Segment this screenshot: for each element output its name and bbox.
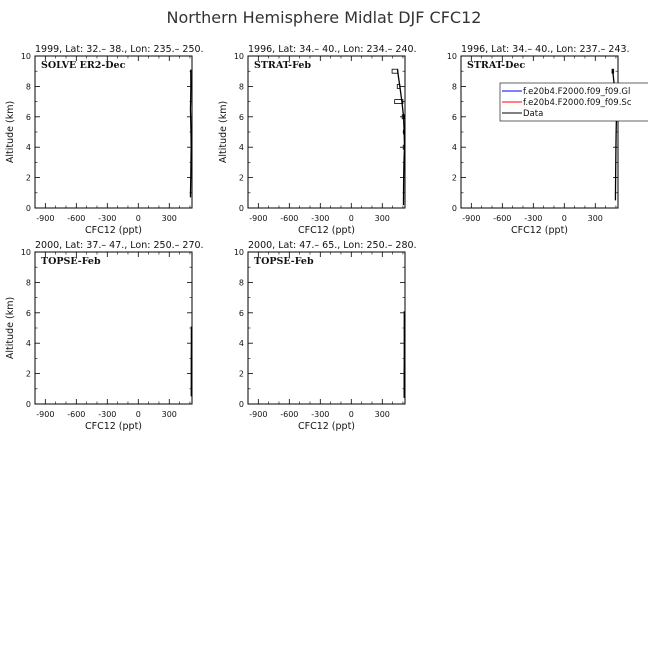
x-axis-label: CFC12 (ppt) (84, 225, 143, 236)
panel-header: 2000, Lat: 37.– 47., Lon: 250.– 270. (35, 240, 204, 251)
x-tick-label: 300 (374, 410, 390, 419)
x-tick-label: -900 (249, 410, 268, 419)
x-tick-label: -600 (280, 214, 299, 223)
x-tick-label: 0 (135, 214, 141, 223)
campaign-label: TOPSE-Feb (41, 256, 101, 267)
x-tick-label: -900 (36, 214, 55, 223)
legend (500, 83, 648, 121)
y-tick-label: 2 (238, 173, 244, 183)
x-tick-label: 300 (161, 214, 177, 223)
data-series-line (190, 70, 191, 198)
x-axis-label: CFC12 (ppt) (297, 421, 356, 432)
y-tick-label: 2 (25, 173, 31, 183)
x-axis-label: CFC12 (ppt) (84, 421, 143, 432)
x-tick-label: -600 (67, 214, 86, 223)
x-tick-label: -300 (98, 214, 117, 223)
y-tick-label: 0 (238, 204, 244, 213)
panel-header: 1996, Lat: 34.– 40., Lon: 237.– 243. (461, 44, 630, 55)
y-tick-label: 8 (25, 82, 31, 92)
y-tick-label: 2 (238, 369, 244, 379)
legend-label-data: Data (523, 109, 544, 119)
x-tick-label: -900 (36, 410, 55, 419)
y-tick-label: 6 (238, 112, 244, 122)
y-tick-label: 0 (451, 204, 457, 213)
x-tick-label: 0 (348, 214, 354, 223)
y-tick-label: 10 (446, 52, 457, 61)
y-tick-label: 4 (25, 143, 31, 153)
y-tick-label: 8 (238, 278, 244, 288)
y-tick-label: 4 (451, 143, 457, 153)
x-tick-label: -600 (280, 410, 299, 419)
y-tick-label: 8 (25, 278, 31, 288)
y-tick-label: 4 (238, 143, 244, 153)
x-tick-label: 300 (587, 214, 603, 223)
y-tick-label: 6 (238, 308, 244, 318)
x-tick-label: -300 (524, 214, 543, 223)
x-tick-label: -600 (493, 214, 512, 223)
campaign-label: TOPSE-Feb (254, 256, 314, 267)
y-tick-label: 2 (451, 173, 457, 183)
x-tick-label: 300 (161, 410, 177, 419)
x-tick-label: -300 (98, 410, 117, 419)
y-tick-label: 8 (238, 82, 244, 92)
figure-title: Northern Hemisphere Midlat DJF CFC12 (166, 8, 482, 27)
x-axis-label: CFC12 (ppt) (510, 225, 569, 236)
x-tick-label: 300 (374, 214, 390, 223)
y-tick-label: 10 (20, 52, 31, 61)
y-tick-label: 10 (233, 248, 244, 257)
y-tick-label: 0 (238, 400, 244, 409)
x-tick-label: 0 (135, 410, 141, 419)
y-tick-label: 4 (238, 339, 244, 349)
y-axis-label: Altitude (km) (5, 100, 16, 164)
y-tick-label: 10 (233, 52, 244, 61)
panel-header: 1996, Lat: 34.– 40., Lon: 234.– 240. (248, 44, 417, 55)
y-tick-label: 4 (25, 339, 31, 349)
x-tick-label: -900 (249, 214, 268, 223)
y-tick-label: 0 (25, 400, 31, 409)
campaign-label: SOLVE ER2-Dec (41, 60, 126, 71)
panel-header: 2000, Lat: 47.– 65., Lon: 250.– 280. (248, 240, 417, 251)
y-axis-label: Altitude (km) (5, 296, 16, 360)
x-tick-label: -300 (311, 410, 330, 419)
x-tick-label: -300 (311, 214, 330, 223)
legend-label-sc: f.e20b4.F2000.f09_f09.Sc (523, 98, 632, 108)
y-tick-label: 6 (451, 112, 457, 122)
y-tick-label: 6 (25, 308, 31, 318)
x-tick-label: -600 (67, 410, 86, 419)
panel-header: 1999, Lat: 32.– 38., Lon: 235.– 250. (35, 44, 204, 55)
x-tick-label: 0 (348, 410, 354, 419)
campaign-label: STRAT-Feb (254, 60, 312, 71)
x-tick-label: 0 (561, 214, 567, 223)
y-tick-label: 10 (20, 248, 31, 257)
y-tick-label: 6 (25, 112, 31, 122)
y-tick-label: 8 (451, 82, 457, 92)
x-tick-label: -900 (462, 214, 481, 223)
legend-label-gl: f.e20b4.F2000.f09_f09.Gl (523, 87, 631, 97)
y-axis-label: Altitude (km) (218, 100, 229, 164)
campaign-label: STRAT-Dec (467, 60, 526, 71)
x-axis-label: CFC12 (ppt) (297, 225, 356, 236)
y-tick-label: 0 (25, 204, 31, 213)
y-tick-label: 2 (25, 369, 31, 379)
